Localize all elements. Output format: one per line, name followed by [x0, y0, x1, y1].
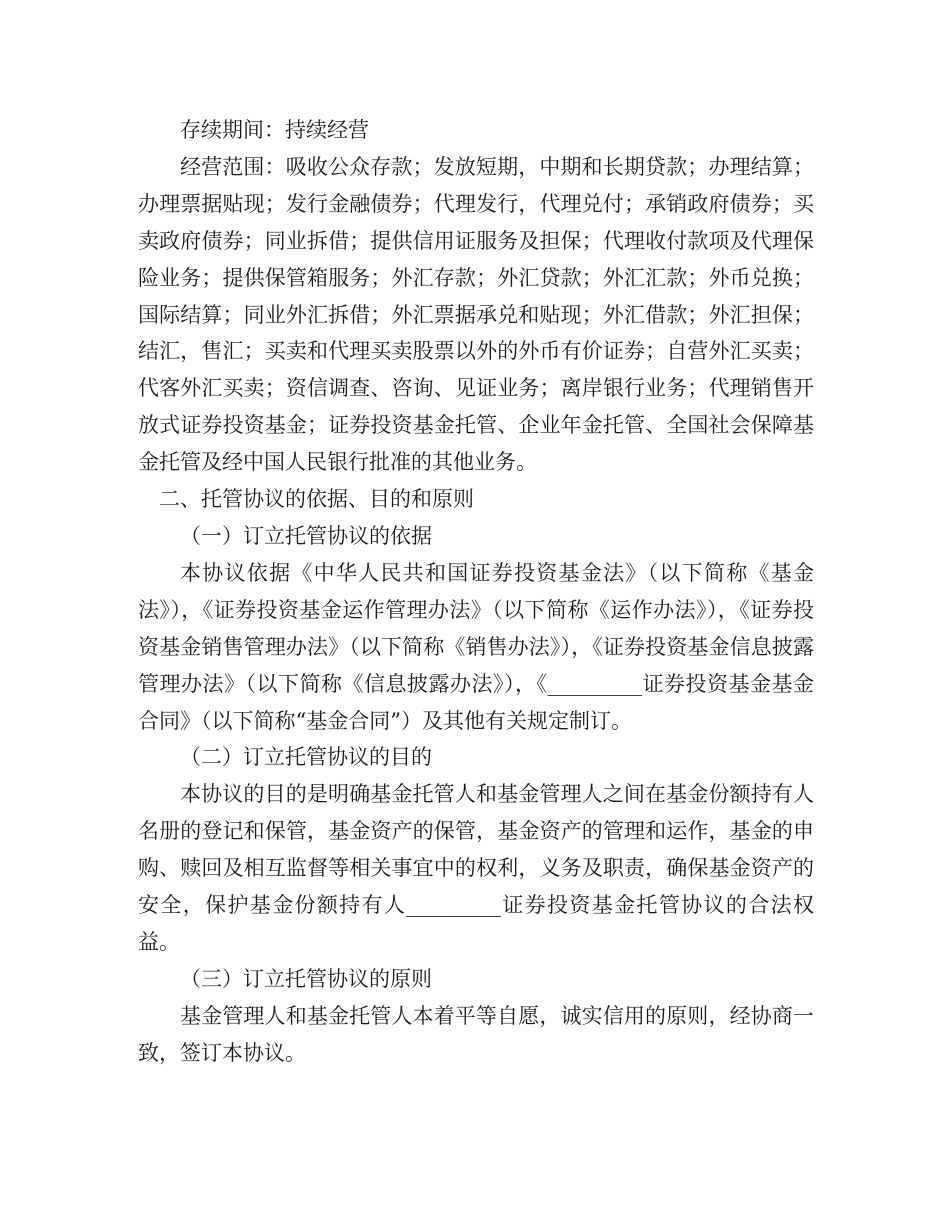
paragraph-business-scope: 经营范围：吸收公众存款；发放短期，中期和长期贷款；办理结算；办理票据贴现；发行金融债券；代理发行，代理兑付；承销政府债券；买卖政府债券；同业拆借；提供信用证服务及担保；代理收付款项及代理保险业务；提供保管箱服务；外汇存款；外汇贷款；外汇汇款；外币兑换；国际结算；同业外汇拆借；外汇票据承兑和贴现；外汇借款；外汇担保；结汇，售汇；买卖和代理买卖股票以外的外币有价证券；自营外汇买卖；代客外汇买卖；资信调查、咨询、见证业务；离岸银行业务；代理销售开放式证券投资基金；证券投资基金托管、企业年金托管、全国社会保障基金托管及经中国人民银行批准的其他业务。 — [138, 154, 814, 475]
document-body — [138, 112, 814, 1072]
subsection-heading-purpose: （二）订立托管协议的目的 — [180, 745, 432, 770]
paragraph-basis: 本协议依据《中华人民共和国证券投资基金法》（以下简称《基金法》），《证券投资基金运作管理办法》（以下简称《运作办法》），《证券投资基金销售管理办法》（以下简称《销售办法》），《证券投资基金信息披露管理办法》（以下简称《信息披露办法》），《_________证券投资基金基金合同》（以下简称“基金合同”）及其他有关规定制订。 — [138, 560, 814, 733]
paragraph-principle: 基金管理人和基金托管人本着平等自愿，诚实信用的原则，经协商一致，签订本协议。 — [138, 1003, 814, 1065]
paragraph-duration: 存续期间：持续经营 — [180, 118, 369, 142]
subsection-heading-principle: （三）订立托管协议的原则 — [180, 966, 432, 991]
subsection-heading-basis: （一）订立托管协议的依据 — [180, 523, 432, 548]
section-heading-2: 二、托管协议的依据、目的和原则 — [159, 487, 474, 512]
paragraph-purpose: 本协议的目的是明确基金托管人和基金管理人之间在基金份额持有人名册的登记和保管，基金资产的保管，基金资产的管理和运作，基金的申购、赎回及相互监督等相关事宜中的权利，义务及职责，确保基金资产的安全，保护基金份额持有人_________证券投资基金托管协议的合法权益。 — [138, 782, 814, 954]
